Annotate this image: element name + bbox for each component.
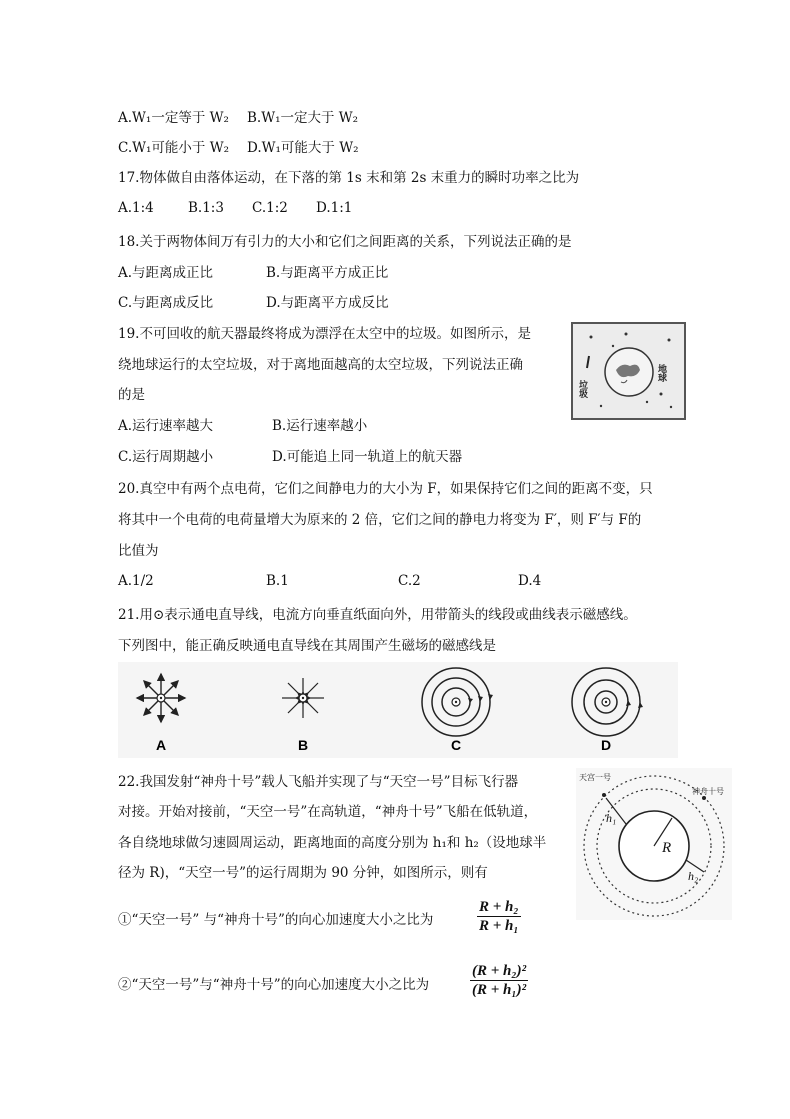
q20-option-c: C.2 (398, 573, 421, 589)
field-figure-d (558, 664, 654, 754)
earth-label: 地球 (656, 364, 666, 382)
figure-d-label: D (600, 737, 612, 753)
q16-option-c: C.W₁可能小于 W₂ (118, 140, 230, 156)
q17-option-b: B.1:3 (188, 200, 224, 216)
q20-option-b: B.1 (266, 573, 289, 589)
q22-fraction-1 (477, 898, 521, 935)
q19-stem-line-3: 的是 (118, 387, 145, 403)
q22-statement-2: ②“天空一号”与“神舟十号”的向心加速度大小之比为 (118, 977, 430, 993)
q22-stem-line-1: 22.我国发射“神舟十号”载人飞船并实现了与“天空一号”目标飞行器 (118, 774, 519, 790)
q20-stem-line-3: 比值为 (118, 543, 159, 559)
q20-option-a: A.1/2 (118, 573, 154, 589)
field-figure-a (126, 668, 196, 753)
figure-c-label: C (450, 737, 462, 753)
debris-label: 垃圾 (577, 380, 587, 398)
q19-option-a: A.运行速率越大 (118, 418, 214, 434)
q19-option-c: C.运行周期越小 (118, 449, 214, 465)
q19-stem-line-1: 19.不可回收的航天器最终将成为漂浮在太空中的垃圾。如图所示，是 (118, 326, 531, 342)
magnetic-field-figure (118, 662, 678, 758)
q19-stem-line-2: 绕地球运行的太空垃圾，对于离地面越高的太空垃圾，下列说法正确 (118, 357, 523, 373)
q19-option-d: D.可能追上同一轨道上的航天器 (272, 449, 463, 465)
h1-label: h₁ (606, 811, 617, 825)
q18-stem: 18.关于两物体间万有引力的大小和它们之间距离的关系，下列说法正确的是 (118, 234, 572, 250)
fraction-1-denominator: R + h₁ (479, 918, 519, 934)
q20-option-d: D.4 (518, 573, 542, 589)
q22-statement-1: ①“天空一号” 与“神舟十号”的向心加速度大小之比为 (118, 912, 434, 928)
fraction-2-denominator: (R + h₁)² (472, 982, 527, 998)
q22-fraction-2 (470, 962, 528, 999)
q17-option-c: C.1:2 (252, 200, 288, 216)
field-figure-c (408, 664, 504, 754)
q16-option-a: A.W₁一定等于 W₂ (118, 110, 229, 126)
q20-stem-line-2: 将其中一个电荷的电荷量增大为原来的 2 倍，它们之间的静电力将变为 F′，则 F′与 F的 (118, 512, 642, 528)
q17-stem: 17.物体做自由落体运动，在下落的第 1s 末和第 2s 末重力的瞬时功率之比为 (118, 170, 580, 186)
q21-stem-line-1: 21.用⊙表示通电直导线，电流方向垂直纸面向外，用带箭头的线段或曲线表示磁感线。 (118, 607, 637, 623)
q18-option-c: C.与距离成反比 (118, 295, 214, 311)
q16-option-d: D.W₁可能大于 W₂ (247, 140, 359, 156)
fraction-1-numerator: R + h₂ (479, 899, 519, 915)
shenzhou-label: 神舟十号 (692, 787, 724, 796)
h2-label: h₂ (688, 869, 699, 883)
orbit-figure (576, 768, 732, 920)
q17-option-a: A.1:4 (118, 200, 154, 216)
q22-stem-line-3: 各自绕地球做匀速圆周运动，距离地面的高度分别为 h₁和 h₂（设地球半 (118, 835, 547, 851)
q22-stem-line-2: 对接。开始对接前，“天空一号”在高轨道，“神舟十号”飞船在低轨道， (118, 804, 538, 820)
figure-a-label: A (155, 737, 167, 753)
fraction-2-numerator: (R + h₂)² (472, 963, 527, 979)
q19-option-b: B.运行速率越小 (272, 418, 368, 434)
figure-b-label: B (297, 737, 309, 753)
space-debris-figure (571, 322, 686, 420)
q18-option-a: A.与距离成正比 (118, 265, 214, 281)
q17-option-d: D.1:1 (316, 200, 353, 216)
radius-label: R (662, 840, 672, 856)
q20-stem-line-1: 20.真空中有两个点电荷，它们之间静电力的大小为 F，如果保持它们之间的距离不变，只 (118, 481, 653, 497)
q18-option-b: B.与距离平方成正比 (266, 265, 389, 281)
q22-stem-line-4: 径为 R)，“天空一号”的运行周期为 90 分钟，如图所示，则有 (118, 865, 488, 881)
q18-option-d: D.与距离平方成反比 (266, 295, 389, 311)
q16-option-b: B.W₁一定大于 W₂ (247, 110, 359, 126)
tiangong-label: 天宫一号 (579, 773, 611, 782)
q21-stem-line-2: 下列图中，能正确反映通电直导线在其周围产生磁场的磁感线是 (118, 638, 496, 654)
field-figure-b (268, 668, 338, 753)
